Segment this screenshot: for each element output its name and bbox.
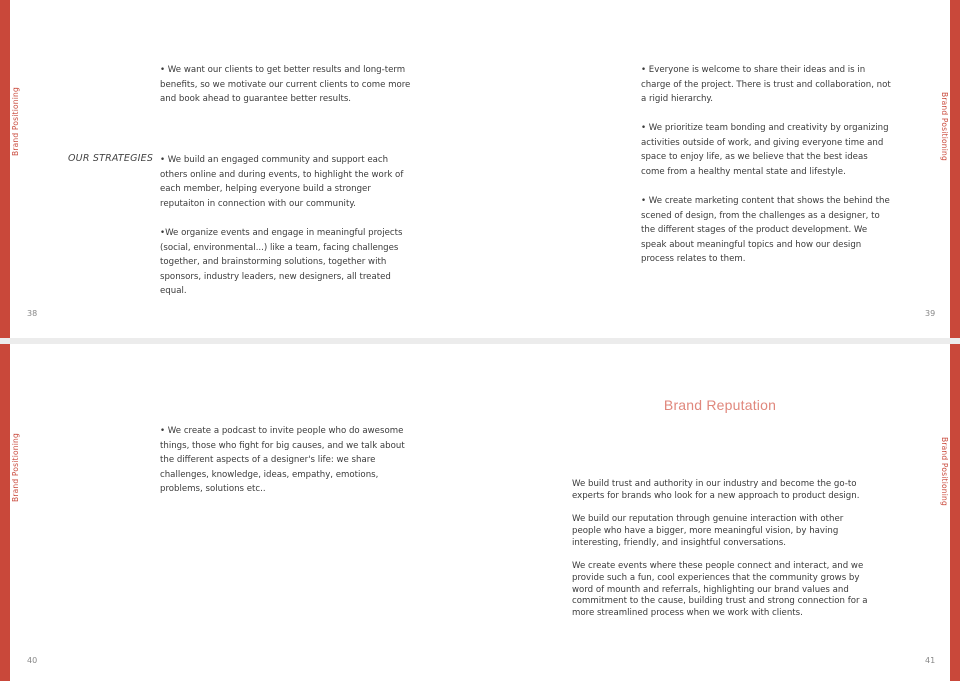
page-number-39: 39 <box>925 309 936 318</box>
p40-paragraph-1: • We create a podcast to invite people who do awesome things, those who fight for big causes, and we talk about the different aspects of a designer's life: we share challenges, knowledge, ideas, empathy, emotions, problems, solutions etc.. <box>160 426 405 495</box>
section-label-our-strategies: OUR STRATEGIES <box>68 153 154 164</box>
p39-paragraph-3: • We create marketing content that shows the behind the scened of design, from the challenges as a designer, to the different stages of the product development. We speak about meaningful topics and how our design process relates to them. <box>641 196 890 265</box>
p38-paragraph-1: • We want our clients to get better results and long-term benefits, so we motivate our current clients to come more and book ahead to guarantee better results. <box>160 65 411 105</box>
page-number-41: 41 <box>925 656 936 665</box>
side-label-p41: Brand Positioning <box>940 437 949 506</box>
page-number-38: 38 <box>27 309 38 318</box>
p41-paragraph-1: We build trust and authority in our industry and become the go-to experts for brands who look for a new approach to product design. <box>572 479 860 501</box>
brand-reputation-heading: Brand Reputation <box>663 397 777 413</box>
p39-paragraph-1: • Everyone is welcome to share their ideas and is in charge of the project. There is trust and collaboration, not a rigid hierarchy. <box>641 65 891 105</box>
page-number-40: 40 <box>27 656 38 665</box>
left-edge-bar <box>0 344 10 681</box>
p39-paragraph-2: • We prioritize team bonding and creativity by organizing activities outside of work, and giving everyone time and space to enjoy life, as we believe that the best ideas come from a healthy mental state and lifestyle. <box>641 123 889 177</box>
left-edge-bar <box>0 0 10 338</box>
p41-paragraph-3: We create events where these people connect and interact, and we provide such a fun, cool experiences that the community grows by word of mounth and referrals, highlighting our brand values and commitment to the cause, building trust and strong connection for a more streamlined process when we work with clients. <box>572 561 868 619</box>
side-label-p40: Brand Positioning <box>11 433 20 502</box>
side-label-p38: Brand Positioning <box>11 87 20 156</box>
p41-paragraph-2: We build our reputation through genuine interaction with other people who have a bigger, more meaningful vision, by having interesting, friendly, and insightful conversations. <box>572 514 844 548</box>
spread-pages-38-39 <box>0 0 960 338</box>
p38-paragraph-2: • We build an engaged community and support each others online and during events, to highlight the work of each member, helping everyone build a stronger reputaiton in connection with our community. <box>160 155 404 209</box>
right-edge-bar <box>950 344 960 681</box>
spread-pages-40-41 <box>0 344 960 681</box>
right-edge-bar <box>950 0 960 338</box>
side-label-p39: Brand Positioning <box>940 92 949 161</box>
p38-paragraph-3: •We organize events and engage in meaningful projects (social, environmental...) like a team, facing challenges together, and brainstorming solutions, together with sponsors, industry leaders, new designers, all treated equal. <box>160 228 403 297</box>
